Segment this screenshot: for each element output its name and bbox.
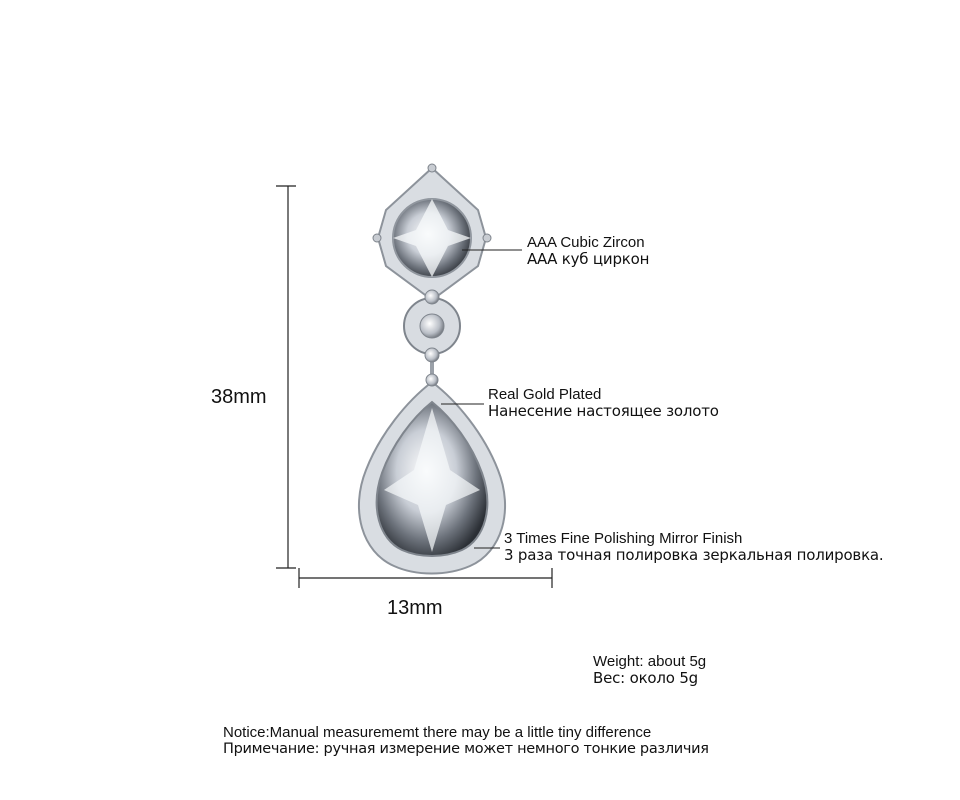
- callout-zircon: [527, 234, 649, 268]
- callout-polishing-ru: 3 раза точная полировка зеркальная полировка.: [504, 546, 884, 564]
- middle-flower: [404, 290, 460, 386]
- notice-en: Notice:Manual measurememt there may be a little tiny difference: [223, 724, 652, 741]
- callout-gold-plated-ru: Нанесение настоящее золото: [488, 402, 719, 420]
- weight-en: Weight: about 5g: [593, 653, 707, 670]
- top-stone: [373, 164, 491, 300]
- callout-gold-plated: [488, 386, 719, 420]
- callout-zircon-en: AAA Cubic Zircon: [527, 234, 645, 251]
- notice: [223, 724, 709, 757]
- weight-info: [593, 653, 706, 687]
- weight-ru: Вес: около 5g: [593, 669, 699, 687]
- height-dimension-line: [276, 186, 296, 568]
- width-dimension-label: 13mm: [387, 597, 443, 619]
- notice-ru: Примечание: ручная измерение может немного тонкие различия: [223, 741, 709, 757]
- callout-gold-plated-en: Real Gold Plated: [488, 386, 602, 403]
- callout-polishing: [504, 530, 883, 564]
- callout-polishing-en: 3 Times Fine Polishing Mirror Finish: [504, 530, 743, 547]
- height-dimension-label: 38mm: [211, 386, 267, 408]
- callout-zircon-ru: ААА куб циркон: [527, 250, 650, 268]
